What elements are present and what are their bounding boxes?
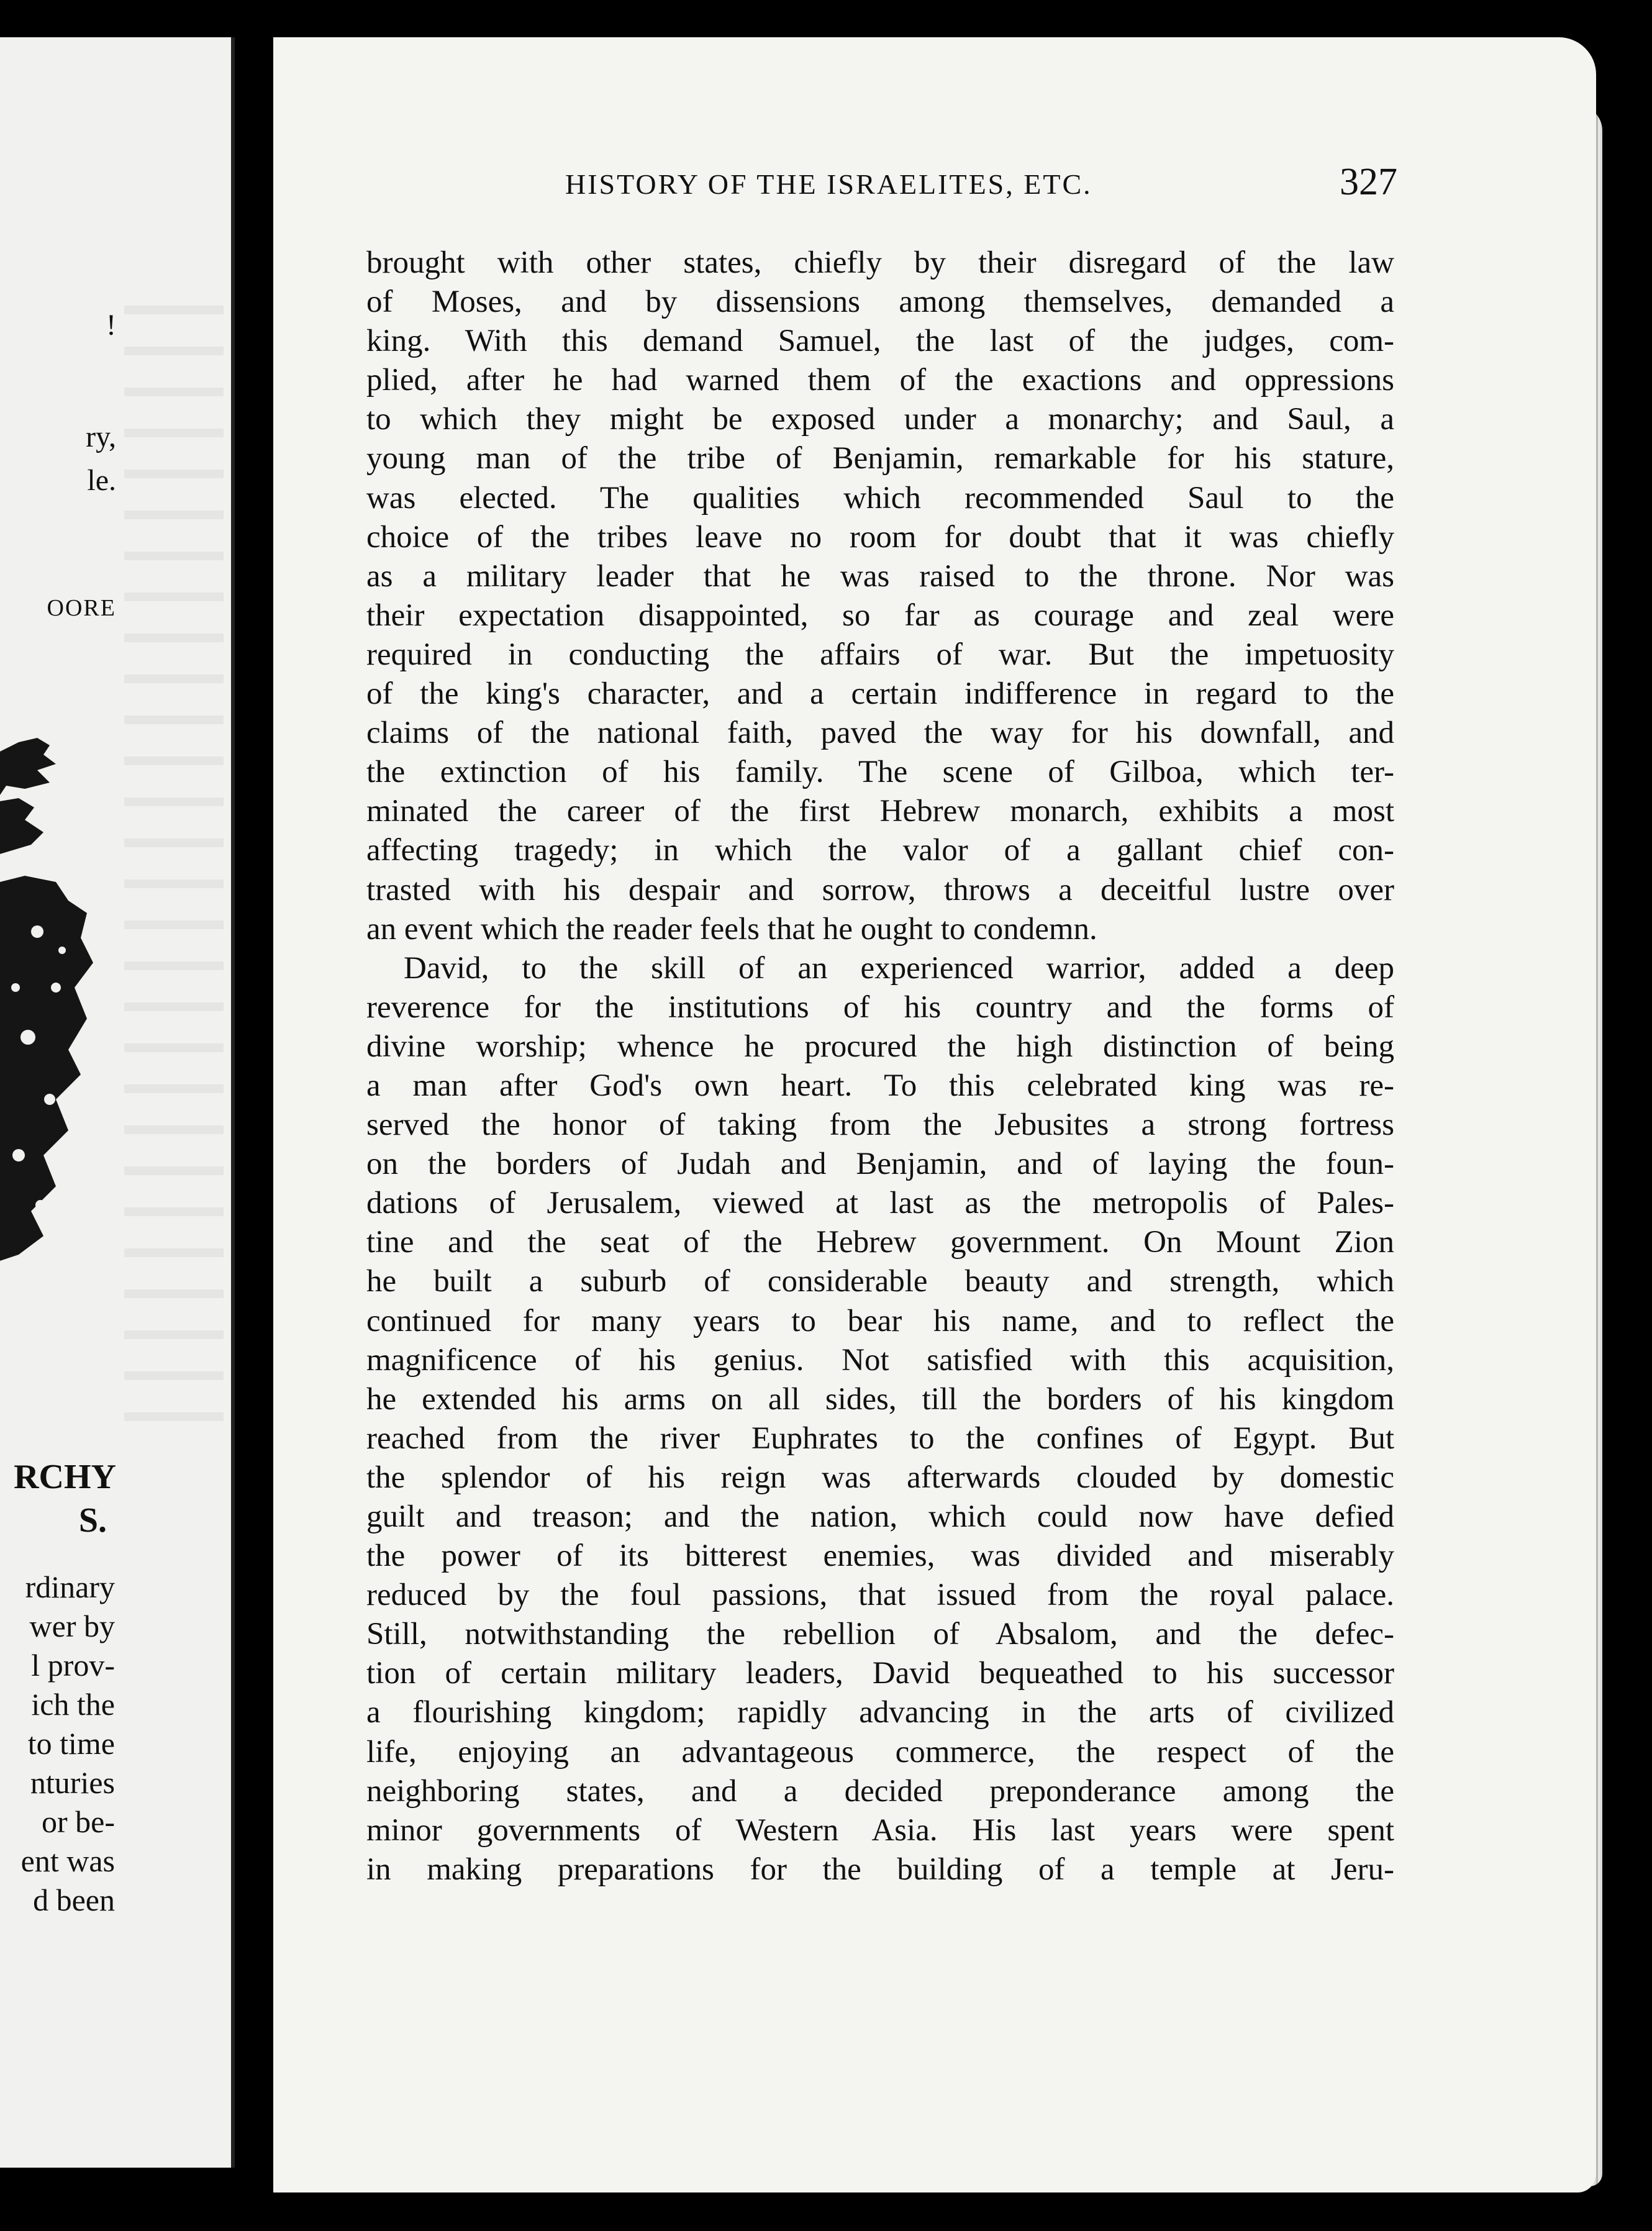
left-page-line: ent was <box>20 1843 115 1878</box>
left-page-heading: S. <box>78 1501 107 1540</box>
text-line: he extended his arms on all sides, till the borders of his kingdom <box>366 1381 1394 1417</box>
text-line: the power of its bitterest enemies, was divided and miserably <box>366 1538 1394 1574</box>
text-line: tion of certain military leaders, David bequeathed to his successor <box>366 1656 1394 1691</box>
paragraph-first-line: David, to the skill of an experienced warrior, added a deep <box>404 950 1394 986</box>
left-page-line: d been <box>33 1883 115 1917</box>
previous-page <box>0 37 235 2168</box>
text-line: he built a suburb of considerable beauty and strength, which <box>366 1264 1394 1299</box>
left-page-fragment: le. <box>87 464 116 497</box>
text-line: magnificence of his genius. Not satisfied with this acquisition, <box>366 1342 1394 1378</box>
engraving-illustration <box>0 727 99 1273</box>
text-line: required in conducting the affairs of war. But the impetuosity <box>366 637 1394 672</box>
text-line: of Moses, and by dissensions among themselves, demanded a <box>366 284 1394 320</box>
text-line: dations of Jerusalem, viewed at last as the metropolis of Pales- <box>366 1186 1394 1221</box>
show-through-text <box>124 273 224 1453</box>
text-line: brought with other states, chiefly by their disregard of the law <box>366 245 1394 280</box>
text-line: continued for many years to bear his name, and to reflect the <box>366 1303 1394 1338</box>
text-line: Still, notwithstanding the rebellion of Absalom, and the defec- <box>366 1617 1394 1652</box>
left-page-line: nturies <box>30 1765 115 1800</box>
text-line: to which they might be exposed under a monarchy; and Saul, a <box>366 402 1394 437</box>
text-line: was elected. The qualities which recommended Saul to the <box>366 480 1394 516</box>
text-line: reduced by the foul passions, that issued from the royal palace. <box>366 1578 1394 1613</box>
text-line: served the honor of taking from the Jebusites a strong fortress <box>366 1107 1394 1143</box>
text-line: minated the career of the first Hebrew monarch, exhibits a most <box>366 794 1394 829</box>
text-line: choice of the tribes leave no room for doubt that it was chiefly <box>366 519 1394 555</box>
text-line: reverence for the institutions of his country and the forms of <box>366 989 1394 1025</box>
text-line: a flourishing kingdom; rapidly advancing in the arts of civilized <box>366 1695 1394 1730</box>
page-number: 327 <box>1340 161 1397 203</box>
text-line: in making preparations for the building of a temple at Jeru- <box>366 1852 1394 1887</box>
text-line: life, enjoying an advantageous commerce, the respect of the <box>366 1734 1394 1770</box>
text-line: neighboring states, and a decided preponderance among the <box>366 1773 1394 1809</box>
left-page-line: ich the <box>31 1687 115 1722</box>
text-line: reached from the river Euphrates to the confines of Egypt. But <box>366 1420 1394 1456</box>
text-line: divine worship; whence he procured the high distinction of being <box>366 1029 1394 1064</box>
left-page-line: rdinary <box>25 1570 115 1604</box>
left-page-fragment: OORE <box>47 595 116 621</box>
left-page-line: l prov- <box>31 1648 115 1683</box>
text-line: on the borders of Judah and Benjamin, and of laying the foun- <box>366 1147 1394 1182</box>
text-line: trasted with his despair and sorrow, throws a deceitful lustre over <box>366 872 1394 907</box>
text-line: guilt and treason; and the nation, which could now have defied <box>366 1499 1394 1534</box>
text-line: of the king's character, and a certain indifference in regard to the <box>366 676 1394 712</box>
left-page-fragment: ry, <box>86 420 116 453</box>
text-line: affecting tragedy; in which the valor of a gallant chief con- <box>366 833 1394 868</box>
text-line: claims of the national faith, paved the way for his downfall, and <box>366 716 1394 751</box>
text-line: young man of the tribe of Benjamin, remarkable for his stature, <box>366 441 1394 476</box>
left-page-line: wer by <box>29 1609 115 1643</box>
text-line: the extinction of his family. The scene of Gilboa, which ter- <box>366 755 1394 790</box>
text-line: tine and the seat of the Hebrew government. On Mount Zion <box>366 1225 1394 1260</box>
text-line: minor governments of Western Asia. His last years were spent <box>366 1812 1394 1848</box>
text-line: as a military leader that he was raised to the throne. Nor was <box>366 558 1394 594</box>
left-page-heading: RCHY <box>14 1458 116 1496</box>
left-page-line: or be- <box>42 1804 115 1839</box>
text-line: the splendor of his reign was afterwards clouded by domestic <box>366 1460 1394 1495</box>
text-line: a man after God's own heart. To this celebrated king was re- <box>366 1068 1394 1103</box>
text-line: plied, after he had warned them of the exactions and oppressions <box>366 363 1394 398</box>
running-title: HISTORY OF THE ISRAELITES, ETC. <box>565 168 1092 200</box>
page-header <box>565 161 1397 211</box>
left-page-fragment: ! <box>106 309 116 342</box>
text-line: their expectation disappointed, so far as courage and zeal were <box>366 598 1394 633</box>
book-gutter <box>231 0 273 2231</box>
left-page-line: to time <box>27 1726 115 1761</box>
text-line: king. With this demand Samuel, the last of the judges, com- <box>366 324 1394 359</box>
body-text <box>366 243 1394 1889</box>
paragraph-last-line: an event which the reader feels that he ought to condemn. <box>366 911 1097 947</box>
